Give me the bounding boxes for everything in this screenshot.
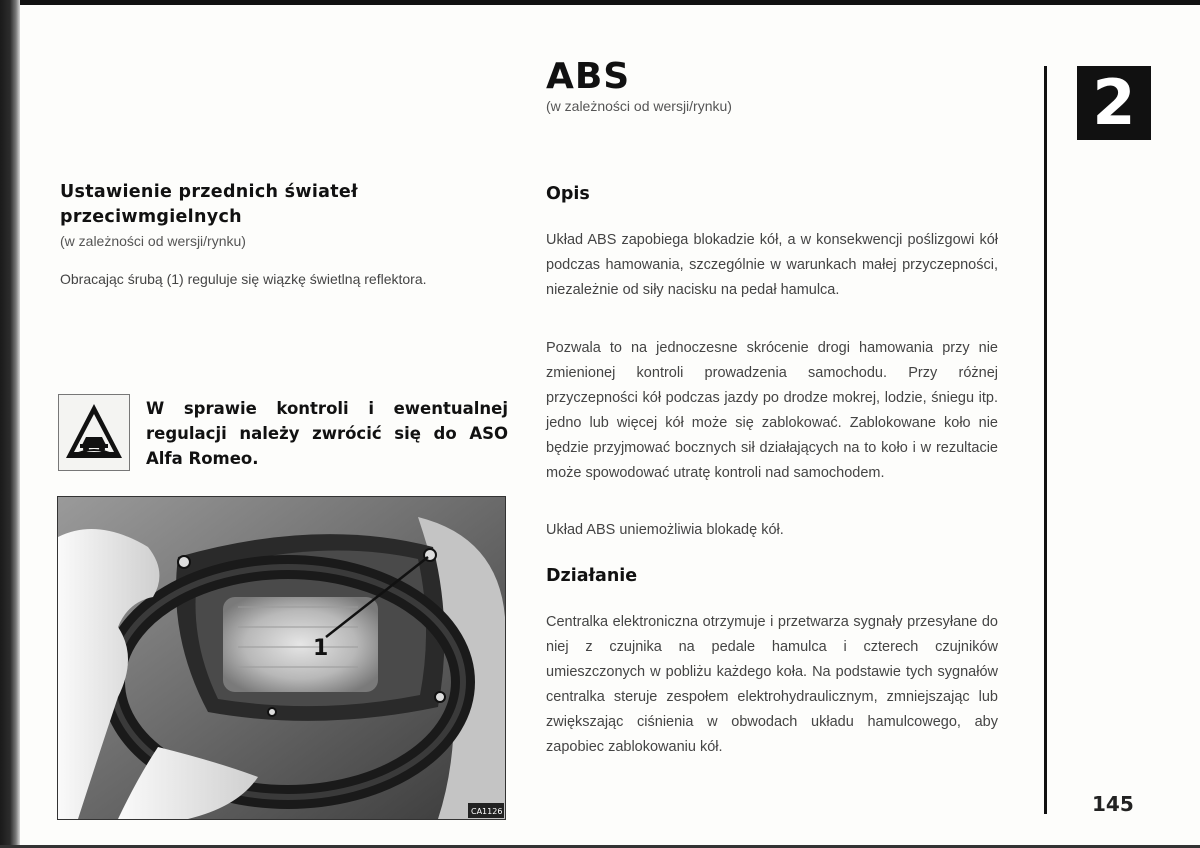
book-spine-shadow (0, 0, 20, 848)
column-rule (1044, 66, 1047, 814)
dzialanie-heading: Działanie (546, 566, 638, 586)
dzialanie-paragraph: Centralka elektroniczna otrzymuje i przetwarza sygnały przesyłane do niej z czujnika na pedale hamulca i czterech czujników umieszczonych w pobliżu każdego koła. Na podstawie tych sygnałów centralka steruje zespołem elektrohydraulicznym, zmniejszając lub zwiększając ciśnienia w obwodach układu hamulcowego, aby zapobiec zablokowaniu kół. (546, 614, 998, 755)
opis-paragraph-3: Układ ABS uniemożliwia blokadę kół. (546, 522, 784, 538)
abs-subtitle: (w zależności od wersji/rynku) (546, 98, 732, 114)
warning-icon-box (58, 394, 130, 471)
photo-code: CA1126 (471, 807, 503, 816)
fog-lights-body: Obracając śrubą (1) reguluje się wiązkę świetlną reflektora. (60, 271, 427, 287)
warning-text: W sprawie kontroli i ewentualnej regulacji należy zwrócić się do ASO Alfa Romeo. (146, 399, 508, 468)
opis-paragraph-1: Układ ABS zapobiega blokadzie kół, a w konsekwencji poślizgowi kół podczas hamowania, szczególnie w warunkach małej przyczepności, niezależnie od siły nacisku na pedał hamulca. (546, 232, 998, 298)
page-edge-top (0, 0, 1200, 5)
opis-heading: Opis (546, 184, 590, 204)
photo-callout-number: 1 (313, 636, 329, 661)
warning-car-icon (63, 401, 125, 463)
fog-lights-section (60, 180, 510, 287)
chapter-tab: 2 (1077, 66, 1151, 140)
fog-lights-subtitle: (w zależności od wersji/rynku) (60, 233, 246, 249)
abs-title: ABS (546, 56, 631, 97)
fog-lights-heading-line1: Ustawienie przednich świateł (60, 182, 358, 202)
fog-lights-heading-line2: przeciwmgielnych (60, 207, 242, 227)
fog-light-photo (57, 496, 506, 820)
page-number: 145 (1092, 792, 1134, 816)
opis-paragraph-2: Pozwala to na jednoczesne skrócenie drogi hamowania przy nie zmienionej kontroli prowadzenia samochodu. Przy różnej przyczepności kół podczas jazdy po drodze mokrej, lodzie, śniegu itp. jedno lub więcej kół może się zablokować. Zablokowane koło nie będzie przyjmować bocznych sił działających na to koło i w rezultacie może spowodować utratę kontroli nad samochodem. (546, 340, 998, 481)
fog-lights-heading (60, 180, 510, 230)
